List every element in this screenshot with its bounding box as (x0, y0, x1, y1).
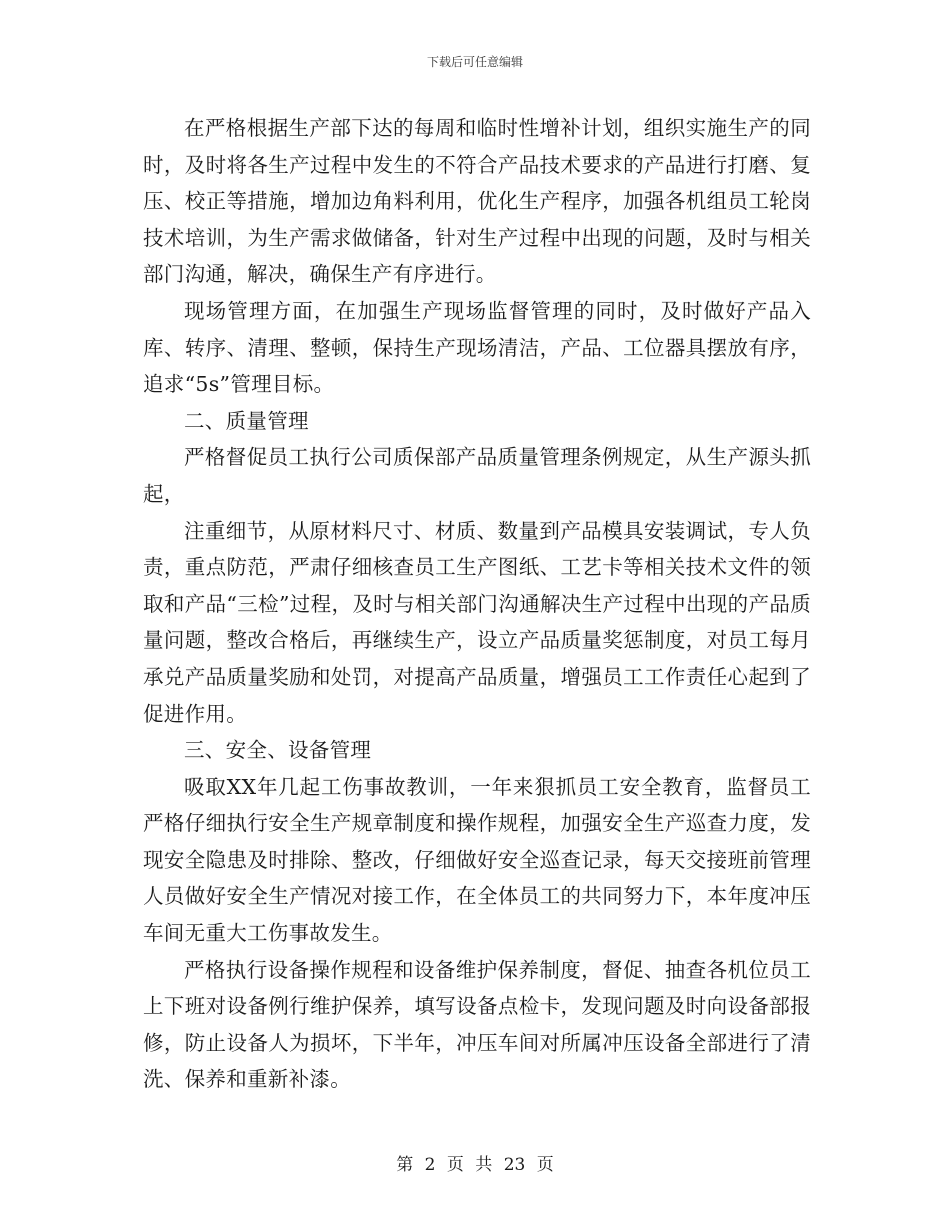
paragraph-equipment: 严格执行设备操作规程和设备维护保养制度，督促、抽查各机位员工上下班对设备例行维护保养，填写设备点检卡，发现问题及时向设备部报修，防止设备人为损坏，下半年，冲压车间对所属冲压设备全部进行了清洗、保养和重新补漆。 (143, 957, 811, 1092)
paragraph-safety: 吸取XX年几起工伤事故教训，一年来狠抓员工安全教育，监督员工严格仔细执行安全生产规章制度和操作规程，加强安全生产巡查力度，发现安全隐患及时排除、整改，仔细做好安全巡查记录，每天交接班前管理人员做好安全生产情况对接工作，在全体员工的共同努力下，本年度冲压车间无重大工伤事故发生。 (143, 774, 811, 946)
document-body (143, 110, 811, 1098)
page-header: 下载后可任意编辑 (426, 55, 523, 69)
section-heading-safety-equipment: 三、安全、设备管理 (184, 738, 372, 763)
section-heading-quality: 二、质量管理 (184, 408, 309, 433)
paragraph-production-plan: 在严格根据生产部下达的每周和临时性增补计划，组织实施生产的同时，及时将各生产过程中发生的不符合产品技术要求的产品进行打磨、复压、校正等措施，增加边角料利用，优化生产程序，加强各机组员工轮岗技术培训，为生产需求做储备，针对生产过程中出现的问题，及时与相关部门沟通，解决，确保生产有序进行。 (143, 116, 811, 287)
page-number-footer: 第 2 页 共 23 页 (396, 1155, 554, 1175)
paragraph-quality-regulations: 严格督促员工执行公司质保部产品质量管理条例规定，从生产源头抓起， (143, 445, 811, 506)
paragraph-site-management: 现场管理方面，在加强生产现场监督管理的同时，及时做好产品入库、转序、清理、整顿，保持生产现场清洁，产品、工位器具摆放有序，追求“5s”管理目标。 (143, 298, 811, 397)
paragraph-quality-details: 注重细节，从原材料尺寸、材质、数量到产品模具安装调试，专人负责，重点防范，严肃仔细核查员工生产图纸、工艺卡等相关技术文件的领取和产品“三检”过程，及时与相关部门沟通解决生产过程中出现的产品质量问题，整改合格后，再继续生产，设立产品质量奖惩制度，对员工每月承兑产品质量奖励和处罚，对提高产品质量，增强员工工作责任心起到了促进作用。 (143, 518, 811, 726)
